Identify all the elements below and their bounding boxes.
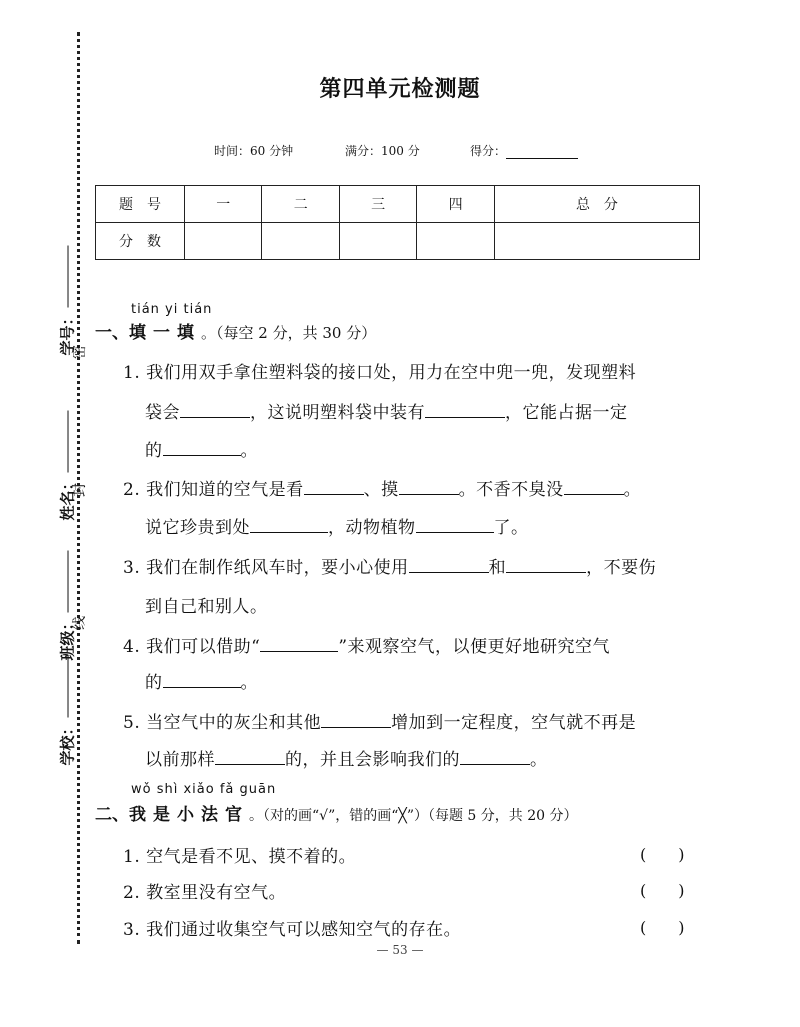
score-cell[interactable] — [339, 223, 416, 260]
seal-mark-feng: 封 — [72, 483, 88, 497]
score-blank[interactable] — [506, 146, 578, 159]
score-cell[interactable] — [262, 223, 339, 260]
school-field[interactable] — [57, 655, 78, 765]
answer-blank[interactable] — [564, 478, 624, 495]
table-header-cell: 一 — [185, 186, 262, 223]
question-4-line-2: 的 。 — [145, 673, 258, 693]
question-1-line-3: 的 。 — [145, 441, 258, 461]
section2-pinyin: wǒ shì xiǎo fǎ guān — [131, 782, 277, 797]
answer-blank[interactable] — [416, 516, 494, 533]
score-cell[interactable] — [494, 223, 699, 260]
school-label: 学校： — [58, 720, 77, 766]
score-cell[interactable] — [417, 223, 494, 260]
binding-margin — [0, 0, 88, 1027]
table-header-cell: 总 分 — [494, 186, 699, 223]
table-header-cell: 题 号 — [96, 186, 185, 223]
question-1-line-2: 袋会 ，这说明塑料袋中装有 ，它能占据一定 — [145, 403, 628, 423]
class-label: 班级： — [58, 615, 77, 661]
table-header-cell: 三 — [339, 186, 416, 223]
answer-blank[interactable] — [321, 711, 391, 728]
answer-blank[interactable] — [506, 556, 586, 573]
answer-blank[interactable] — [399, 478, 459, 495]
page-number: — 53 — — [376, 943, 424, 957]
answer-blank[interactable] — [304, 478, 364, 495]
score-cell[interactable] — [185, 223, 262, 260]
answer-blank[interactable] — [163, 671, 241, 688]
question-5-line-2: 以前那样 的，并且会影响我们的 。 — [145, 750, 548, 770]
answer-blank[interactable] — [460, 748, 530, 765]
score-info — [470, 142, 578, 159]
answer-blank[interactable] — [215, 748, 285, 765]
section1-pinyin: tián yi tián — [131, 302, 213, 317]
seal-mark-xian: 线 — [72, 616, 88, 630]
question-1-line-1: 1. 我们用双手拿住塑料袋的接口处，用力在空中兜一兜，发现塑料 — [123, 363, 637, 383]
seal-mark-mi: 密 — [72, 345, 88, 359]
question-3-line-2: 到自己和别人。 — [145, 597, 268, 617]
answer-blank[interactable] — [163, 439, 241, 456]
section2-heading: 二、我是小法官。（对的画“√”，错的画“╳”）（每题 5 分，共 20 分） — [95, 805, 578, 825]
answer-blank[interactable] — [250, 516, 328, 533]
answer-blank[interactable] — [180, 401, 250, 418]
full-score-info: 满分：100 分 — [345, 144, 420, 158]
table-header-cell: 四 — [417, 186, 494, 223]
time-info: 时间：60 分钟 — [214, 144, 294, 158]
table-row-label: 分 数 — [96, 223, 185, 260]
class-field[interactable] — [57, 550, 78, 660]
page-title: 第四单元检测题 — [319, 77, 481, 102]
answer-parentheses[interactable]: ( ) — [640, 845, 685, 864]
judge-item-2: 2. 教室里没有空气。 — [123, 883, 287, 903]
question-5-line-1: 5. 当空气中的灰尘和其他 增加到一定程度，空气就不再是 — [123, 713, 637, 733]
table-row — [96, 223, 700, 260]
score-label: 得分： — [470, 144, 507, 158]
question-2-line-2: 说它珍贵到处 ，动物植物 了。 — [145, 518, 529, 538]
judge-item-3: 3. 我们通过收集空气可以感知空气的存在。 — [123, 920, 462, 940]
student-number-field[interactable] — [57, 245, 78, 355]
answer-parentheses[interactable]: ( ) — [640, 881, 685, 900]
answer-parentheses[interactable]: ( ) — [640, 918, 685, 937]
question-2-line-1: 2. 我们知道的空气是看 、摸 。不香不臭没 。 — [123, 480, 642, 500]
judge-item-1: 1. 空气是看不见、摸不着的。 — [123, 847, 357, 867]
answer-blank[interactable] — [425, 401, 505, 418]
question-3-line-1: 3. 我们在制作纸风车时，要小心使用 和 ，不要伤 — [123, 558, 657, 578]
answer-blank[interactable] — [409, 556, 489, 573]
name-label: 姓名： — [58, 475, 77, 521]
question-4-line-1: 4. 我们可以借助“ ”来观察空气，以便更好地研究空气 — [123, 637, 611, 657]
score-table — [95, 185, 700, 260]
table-header-cell: 二 — [262, 186, 339, 223]
student-number-label: 学号： — [58, 310, 77, 356]
answer-blank[interactable] — [260, 635, 338, 652]
name-field[interactable] — [57, 410, 78, 520]
table-row — [96, 186, 700, 223]
section1-heading: 一、填一填。（每空 2 分，共 30 分） — [95, 323, 377, 343]
